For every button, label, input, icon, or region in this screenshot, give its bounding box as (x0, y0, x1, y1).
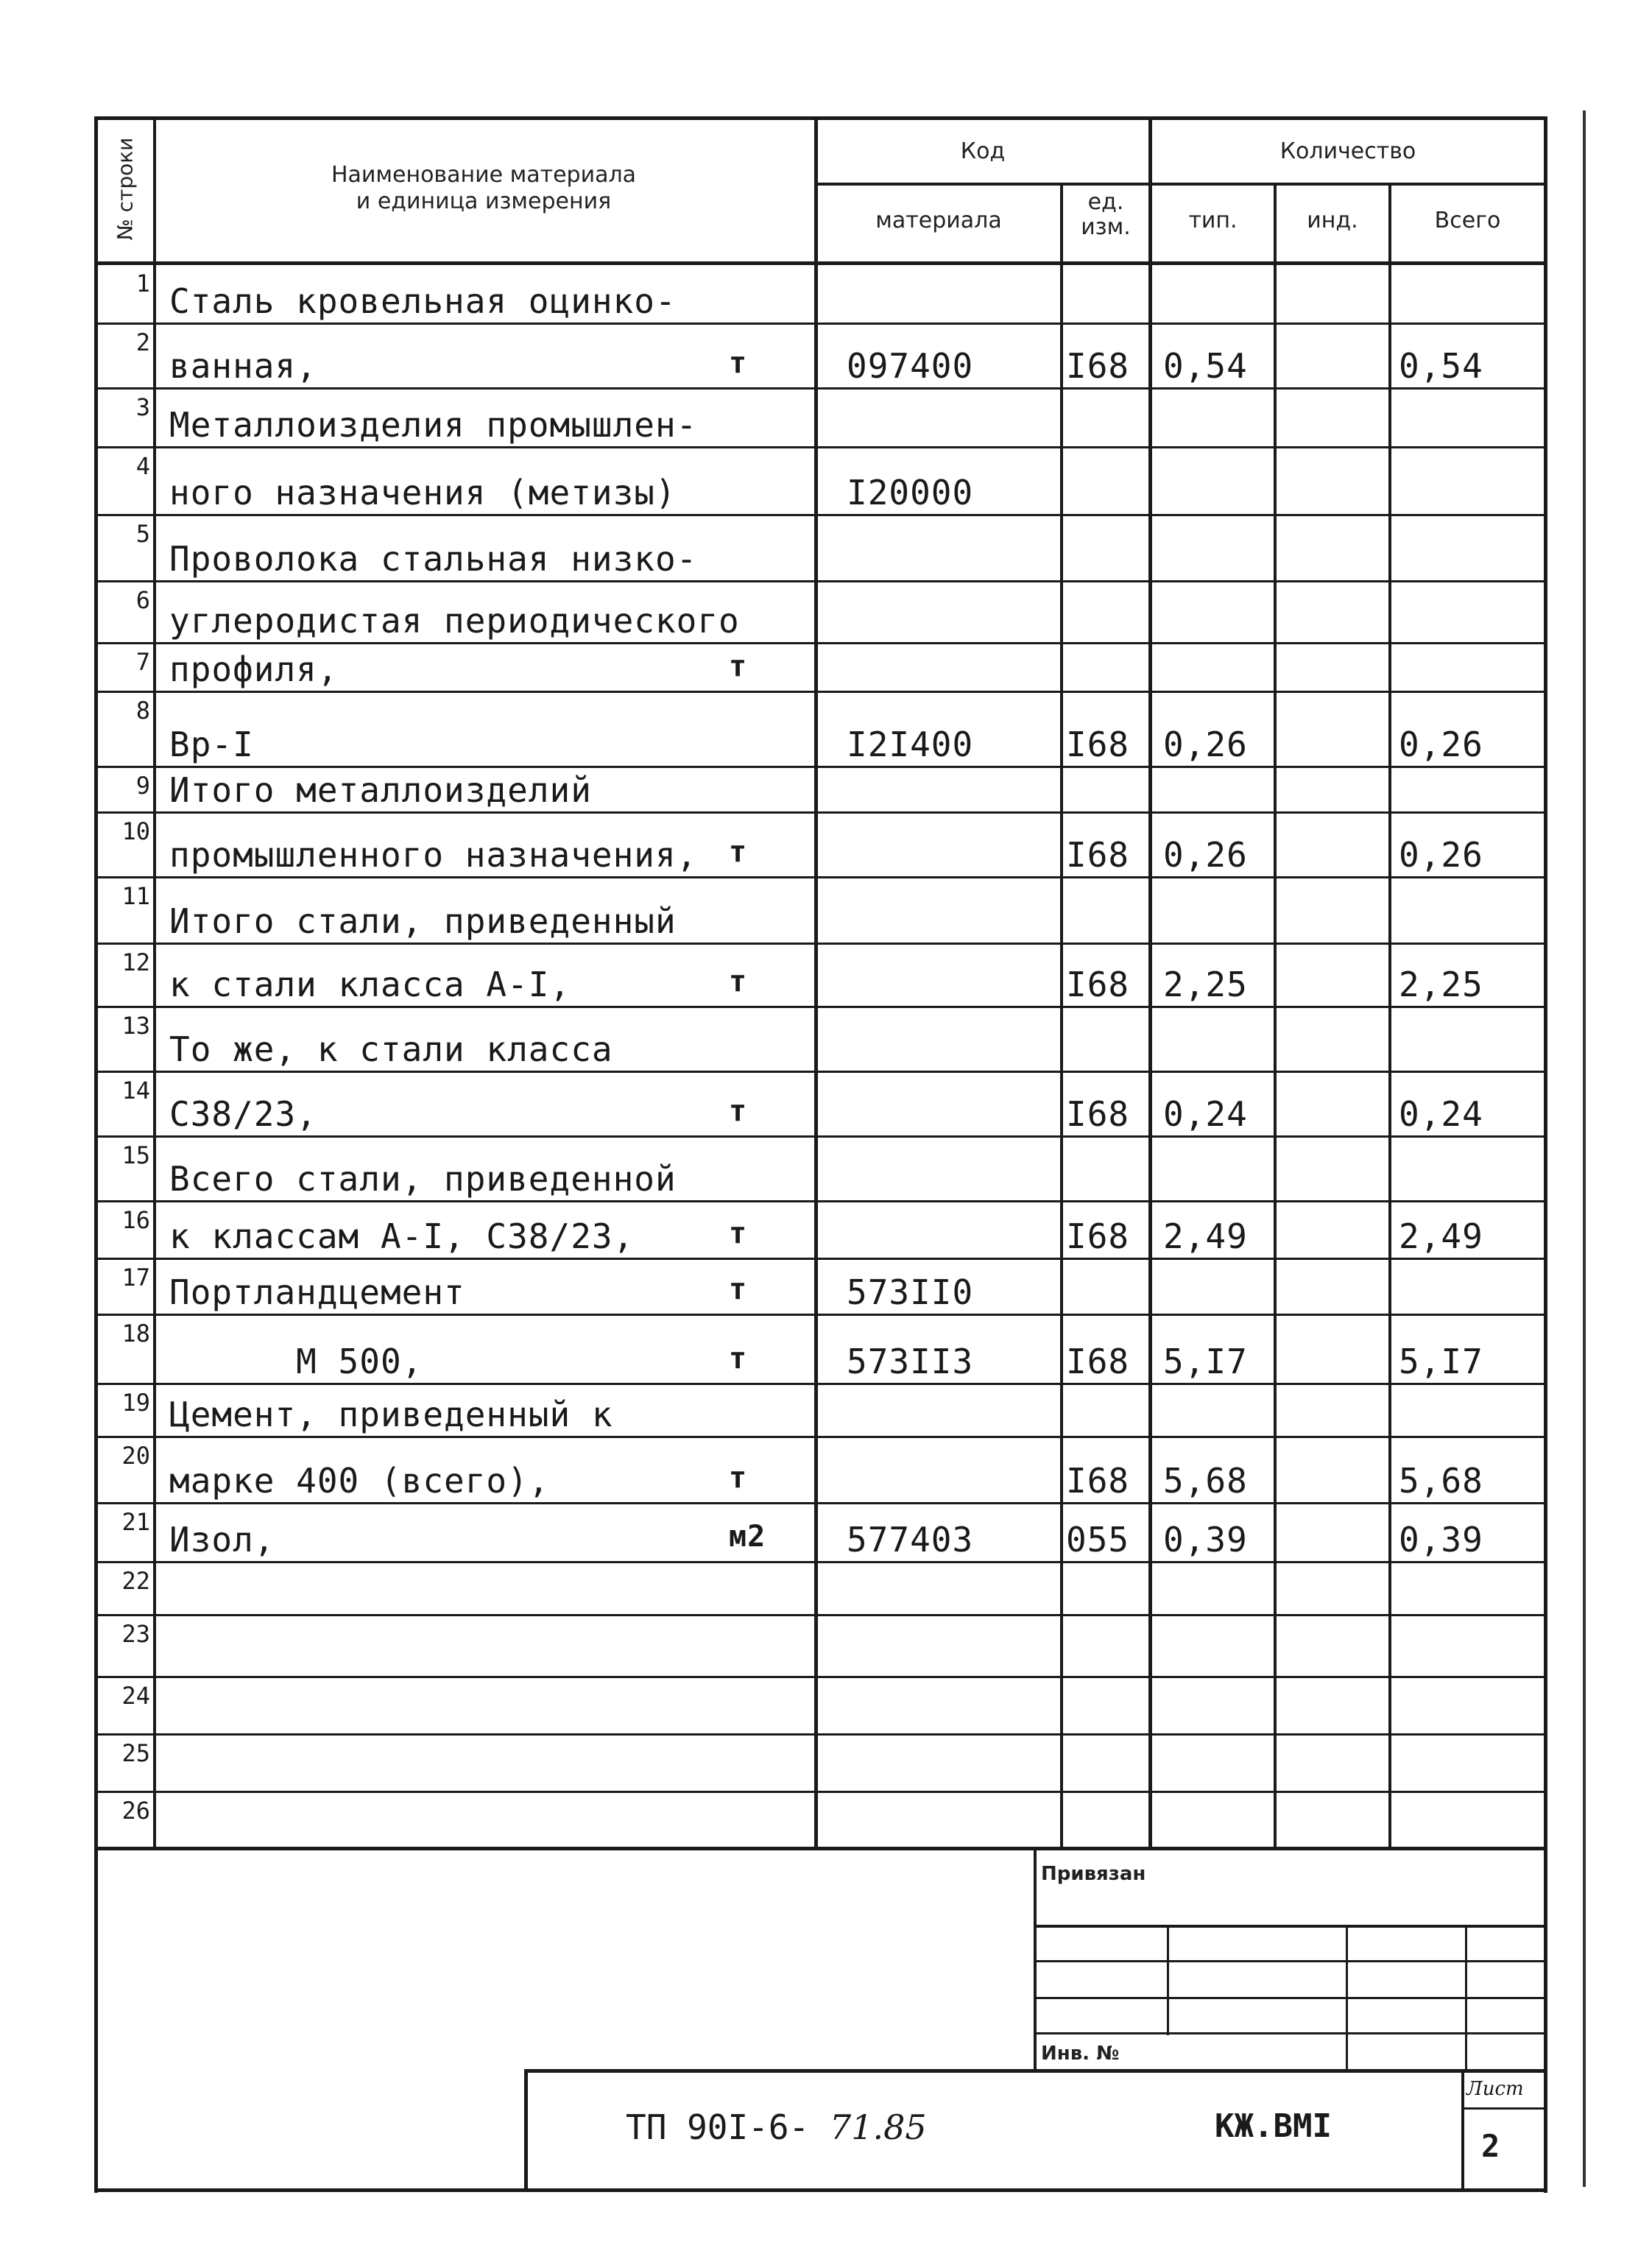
unit-code: I68 (1066, 1216, 1130, 1256)
material-unit: т (729, 965, 748, 998)
material-name: М 500, (169, 1342, 423, 1381)
row-separator (94, 1258, 1547, 1260)
material-name: Проволока стальная низко- (169, 539, 698, 579)
row-separator (94, 1561, 1547, 1563)
col-line-unit (1148, 116, 1152, 1848)
stamp-inv-no: Инв. № (1041, 2043, 1120, 2065)
stamp-sheet-no: 2 (1481, 2128, 1500, 2164)
qty-typ: 2,49 (1163, 1216, 1248, 1256)
col-line-ind (1388, 183, 1391, 1848)
unit-code: I68 (1066, 835, 1130, 875)
row-number: 21 (121, 1508, 150, 1536)
row-number: 7 (135, 648, 150, 676)
unit-code: 055 (1066, 1520, 1130, 1560)
header-code-unit: ед. изм. (1081, 189, 1131, 240)
row-number: 4 (135, 452, 150, 480)
row-separator (94, 446, 1547, 448)
material-name: Цемент, приведенный к (169, 1395, 613, 1434)
table-bottom (94, 1847, 1547, 1850)
frame-right (1544, 116, 1547, 2193)
header-row-no: № строки (113, 137, 138, 241)
stamp-section: КЖ.ВМI (1215, 2107, 1332, 2145)
unit-code: I68 (1066, 1342, 1130, 1381)
material-name: к классам А-I, С38/23, (169, 1216, 635, 1256)
row-number: 2 (135, 328, 150, 356)
qty-total: 0,24 (1399, 1094, 1483, 1134)
row-separator (94, 942, 1547, 945)
material-name: Сталь кровельная оцинко- (169, 281, 677, 321)
row-number: 25 (121, 1739, 150, 1767)
row-separator (94, 876, 1547, 878)
qty-total: 0,26 (1399, 725, 1483, 764)
subheader-line (814, 183, 1547, 186)
row-number: 20 (121, 1442, 150, 1470)
row-number: 8 (135, 697, 150, 725)
stamp-hline-1 (1034, 1925, 1547, 1928)
row-separator (94, 323, 1547, 325)
row-separator (94, 387, 1547, 390)
qty-total: 2,25 (1399, 965, 1483, 1004)
material-name: Изол, (169, 1520, 275, 1560)
col-line-name (814, 116, 818, 1848)
frame-bottom (94, 2188, 1547, 2192)
material-unit: м2 (729, 1520, 766, 1554)
material-name: Всего стали, приведенной (169, 1159, 677, 1199)
row-number: 12 (121, 948, 150, 976)
row-number: 17 (121, 1264, 150, 1292)
material-name: профиля, (169, 649, 339, 689)
row-number: 10 (121, 817, 150, 845)
material-unit: т (729, 1342, 748, 1375)
material-name: ного назначения (метизы) (169, 473, 677, 512)
unit-code: I68 (1066, 1461, 1130, 1501)
row-separator (94, 642, 1547, 644)
qty-total: 5,68 (1399, 1461, 1483, 1501)
unit-code: I68 (1066, 1094, 1130, 1134)
qty-typ: 5,68 (1163, 1461, 1248, 1501)
header-code-group: Код (960, 138, 1006, 164)
material-name: Вр-I (169, 725, 254, 764)
row-number: 1 (135, 269, 150, 297)
col-line-rownum (153, 116, 156, 1848)
row-separator (94, 1436, 1547, 1438)
qty-typ: 2,25 (1163, 965, 1248, 1004)
row-separator (94, 1502, 1547, 1504)
stamp-vline-2 (1167, 1925, 1169, 2035)
material-unit: т (729, 1094, 748, 1128)
row-number: 26 (121, 1797, 150, 1825)
row-separator (94, 766, 1547, 768)
qty-total: 0,39 (1399, 1520, 1483, 1560)
row-separator (94, 1200, 1547, 1202)
row-number: 9 (135, 772, 150, 800)
material-name: То же, к стали класса (169, 1029, 613, 1069)
stamp-title-top (524, 2069, 1547, 2073)
qty-total: 0,26 (1399, 835, 1483, 875)
header-qty-group: Количество (1279, 138, 1416, 164)
qty-typ: 0,24 (1163, 1094, 1248, 1134)
unit-code: I68 (1066, 725, 1130, 764)
row-separator (94, 1006, 1547, 1008)
row-separator (94, 691, 1547, 693)
unit-code: I68 (1066, 346, 1130, 386)
header-code-material: материала (875, 208, 1002, 233)
frame-left (94, 116, 98, 2193)
col-line-code (1060, 183, 1063, 1848)
stamp-hline-3 (1034, 1997, 1547, 1999)
row-number: 11 (121, 882, 150, 910)
stamp-vline-left (1034, 1848, 1037, 2069)
row-number: 14 (121, 1077, 150, 1104)
stamp-vline-3 (1346, 1925, 1348, 2072)
header-qty-ind: инд. (1307, 208, 1358, 233)
qty-typ: 0,26 (1163, 835, 1248, 875)
qty-typ: 0,39 (1163, 1520, 1248, 1560)
qty-typ: 0,54 (1163, 346, 1248, 386)
row-separator (94, 1071, 1547, 1073)
material-unit: т (729, 649, 748, 683)
row-number: 13 (121, 1012, 150, 1040)
row-separator (94, 1135, 1547, 1138)
row-separator (94, 514, 1547, 516)
edge-line (1583, 110, 1586, 2187)
header-bottom (94, 261, 1547, 265)
row-separator (94, 1791, 1547, 1793)
material-unit: т (729, 346, 748, 380)
material-code: 097400 (847, 346, 974, 386)
material-code: 577403 (847, 1520, 974, 1560)
material-name: промышленного назначения, (169, 835, 698, 875)
row-number: 3 (135, 393, 150, 421)
header-qty-total: Всего (1434, 208, 1501, 233)
row-number: 19 (121, 1389, 150, 1417)
material-name: марке 400 (всего), (169, 1461, 550, 1501)
material-name: Итого стали, приведенный (169, 901, 677, 941)
row-separator (94, 1733, 1547, 1736)
header-name: Наименование материала и единица измерения (331, 162, 637, 214)
qty-total: 2,49 (1399, 1216, 1483, 1256)
material-unit: т (729, 1216, 748, 1250)
stamp-sheet-divider (1461, 2107, 1547, 2110)
row-separator (94, 1676, 1547, 1678)
qty-total: 5,I7 (1399, 1342, 1483, 1381)
col-line-typ (1274, 183, 1277, 1848)
stamp-privyazan: Привязан (1041, 1863, 1146, 1885)
stamp-doc-code-hand: 71.85 (829, 2107, 927, 2147)
material-code: 573II0 (847, 1272, 974, 1312)
material-name: С38/23, (169, 1094, 317, 1134)
material-name: углеродистая периодического (169, 601, 740, 641)
material-name: Металлоизделия промышлен- (169, 405, 698, 445)
stamp-hline-4 (1034, 2032, 1547, 2034)
row-number: 16 (121, 1206, 150, 1234)
row-separator (94, 1383, 1547, 1385)
material-code: 573II3 (847, 1342, 974, 1381)
header-qty-typ: тип. (1188, 208, 1238, 233)
stamp-sheet-left (1461, 2069, 1464, 2191)
material-code: I2I400 (847, 725, 974, 764)
material-name: Итого металлоизделий (169, 770, 592, 810)
qty-typ: 0,26 (1163, 725, 1248, 764)
material-name: ванная, (169, 346, 317, 386)
row-number: 23 (121, 1620, 150, 1648)
stamp-doc-code: ТП 90I-6- 71.85 (626, 2107, 927, 2147)
row-separator (94, 1614, 1547, 1616)
material-unit: т (729, 835, 748, 869)
stamp-hline-2 (1034, 1960, 1547, 1962)
row-separator (94, 580, 1547, 582)
row-number: 15 (121, 1141, 150, 1169)
frame-top (94, 116, 1547, 120)
qty-total: 0,54 (1399, 346, 1483, 386)
stamp-title-left (524, 2069, 528, 2191)
material-name: к стали класса А-I, (169, 965, 571, 1004)
material-unit: т (729, 1272, 748, 1306)
row-number: 6 (135, 586, 150, 614)
unit-code: I68 (1066, 965, 1130, 1004)
qty-typ: 5,I7 (1163, 1342, 1248, 1381)
stamp-vline-4 (1465, 1925, 1467, 2072)
material-unit: т (729, 1461, 748, 1495)
row-number: 18 (121, 1320, 150, 1347)
row-number: 5 (135, 520, 150, 548)
row-separator (94, 811, 1547, 814)
material-name: Портландцемент (169, 1272, 465, 1312)
row-number: 22 (121, 1567, 150, 1595)
row-number: 24 (121, 1682, 150, 1710)
row-separator (94, 1314, 1547, 1316)
stamp-sheet-label: Лист (1466, 2078, 1524, 2100)
material-code: I20000 (847, 473, 974, 512)
